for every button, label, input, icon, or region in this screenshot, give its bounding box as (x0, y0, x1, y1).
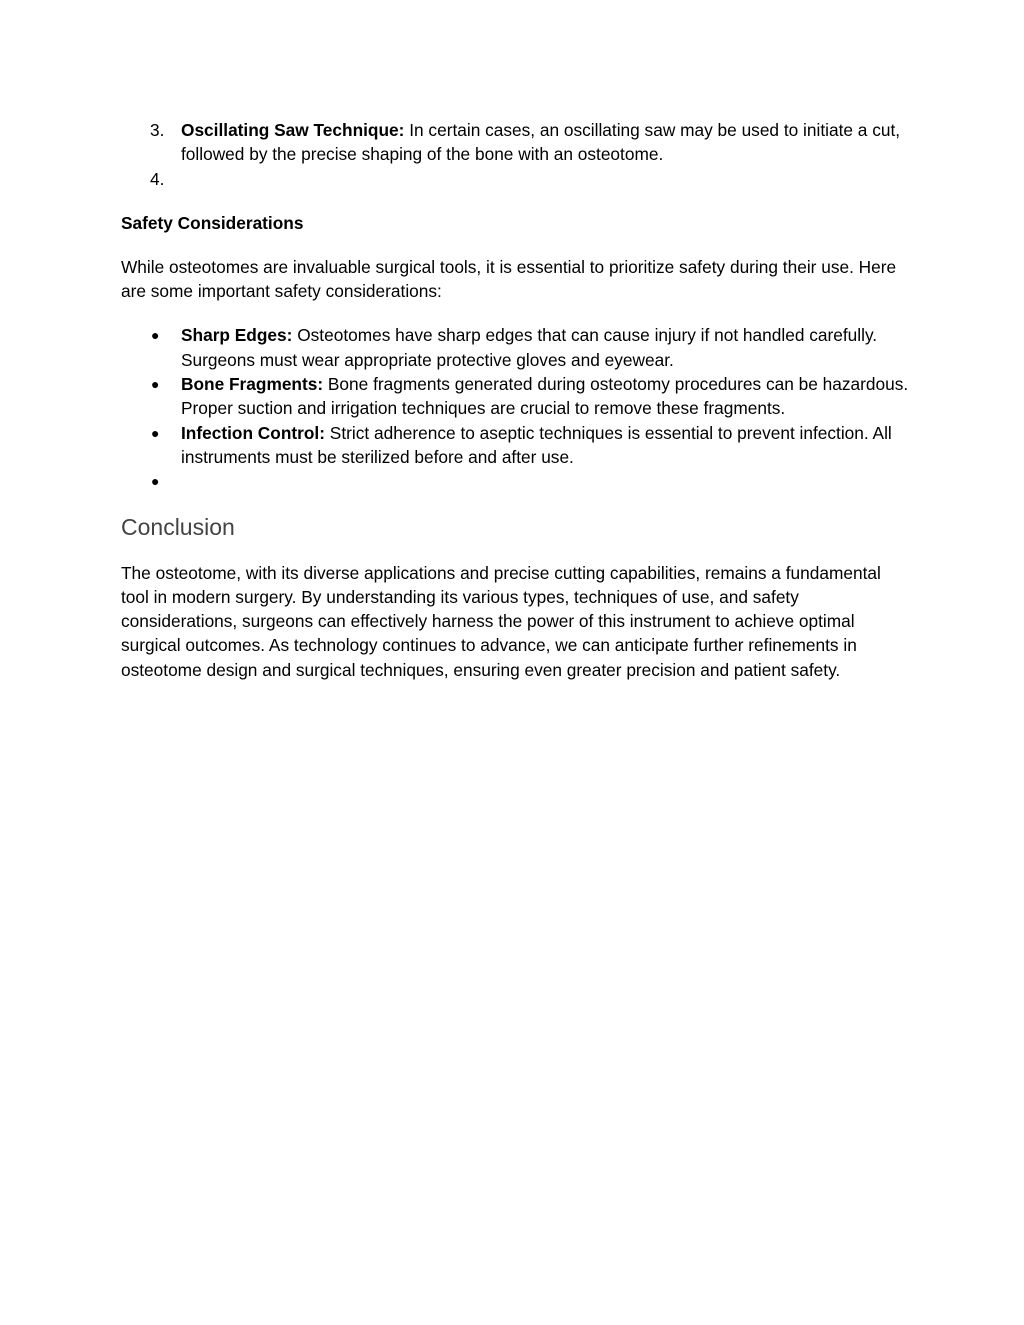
list-item-text: In certain cases, an oscillating saw may be used to initiate a cut, followed by the precise shaping of the bone with an osteotome. (181, 120, 901, 165)
numbered-list (121, 118, 911, 191)
bullet-icon: ● (151, 327, 160, 344)
bullet-icon: ● (151, 376, 160, 393)
list-item-label: Bone Fragments: (181, 374, 324, 395)
list-item (121, 167, 911, 191)
list-item-text: Strict adherence to aseptic techniques is essential to prevent infection. All instruments must be sterilized before and after use. (181, 422, 892, 467)
conclusion-paragraph: The osteotome, with its diverse applications and precise cutting capabilities, remains a fundamental tool in modern surgery. By understanding its various types, techniques of use, and safety considerations, surgeons can effectively harness the power of this instrument to achieve optimal surgical outcomes. As technology continues to advance, we can anticipate further refinements in osteotome design and surgical techniques, ensuring even greater precision and patient safety. (121, 562, 881, 680)
section-heading-safety: Safety Considerations (121, 212, 304, 233)
list-item-label: Oscillating Saw Technique: (181, 120, 405, 140)
list-number: 3. (150, 120, 165, 140)
list-item (121, 323, 911, 372)
list-item-text: Bone fragments generated during osteotomy procedures can be hazardous. Proper suction and irrigation techniques are crucial to remove these fragments. (181, 374, 909, 419)
bullet-list (121, 323, 911, 493)
list-item (121, 469, 911, 493)
document-page (121, 118, 911, 682)
safety-intro-paragraph: While osteotomes are invaluable surgical tools, it is essential to prioritize safety during their use. Here are some important safety considerations: (121, 256, 897, 302)
bullet-icon: ● (151, 473, 160, 490)
list-item (121, 118, 911, 167)
list-item-text: Osteotomes have sharp edges that can cause injury if not handled carefully. Surgeons must wear appropriate protective gloves and eyewear. (181, 325, 878, 370)
list-item-label: Infection Control: (181, 422, 325, 443)
list-item-label: Sharp Edges: (181, 325, 293, 346)
list-number: 4. (150, 168, 165, 189)
bullet-icon: ● (151, 424, 160, 441)
list-item (121, 421, 911, 470)
list-item (121, 372, 911, 421)
section-heading-conclusion: Conclusion (121, 513, 235, 540)
